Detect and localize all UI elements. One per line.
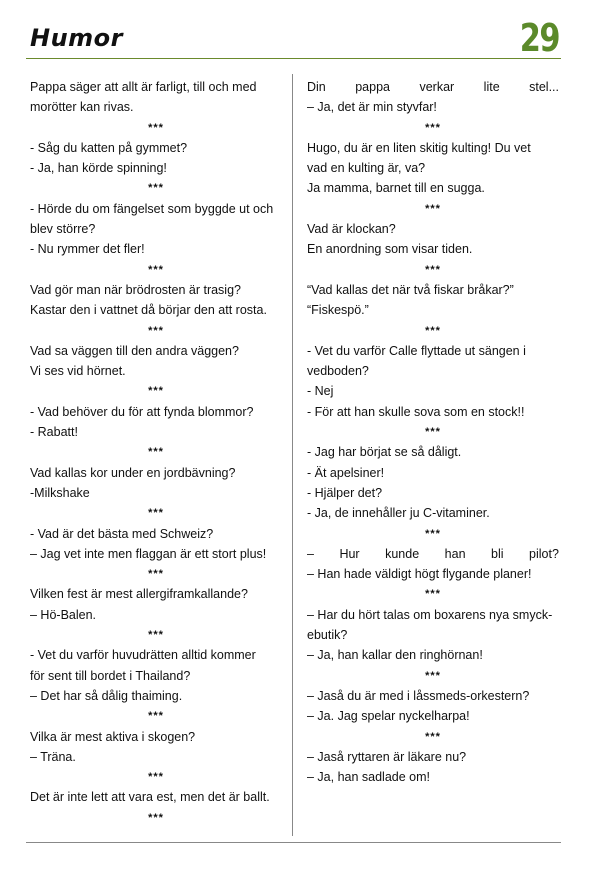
joke-line: Vilka är mest aktiva i skogen? — [30, 729, 196, 744]
joke-line: “Vad kallas det när två fiskar bråkar?” — [307, 282, 514, 297]
joke-line: Kastar den i vattnet då börjar den att rosta. — [30, 303, 267, 318]
joke-line: Pappa säger att allt är farligt, till och med — [30, 80, 257, 94]
joke-line: ebutik? — [307, 628, 348, 643]
joke-line: – Jaså du är med i låssmeds-orkestern? — [307, 688, 530, 703]
joke — [30, 584, 282, 625]
joke-line: - Ja, han körde spinning! — [30, 161, 167, 176]
separator: *** — [148, 324, 164, 337]
joke-line: – Ja. Jag spelar nyckelharpa! — [307, 709, 470, 724]
joke-line: - För att han skulle sova som en stock!! — [307, 404, 525, 419]
joke-line: – Jaså ryttaren är läkare nu? — [307, 749, 467, 764]
joke-line: Ja mamma, barnet till en sugga. — [307, 181, 485, 196]
separator: *** — [148, 771, 164, 784]
joke-line: - Vad behöver du för att fynda blommor? — [30, 404, 254, 419]
joke — [307, 341, 559, 422]
joke — [30, 341, 282, 382]
joke — [30, 787, 282, 807]
separator: *** — [425, 263, 441, 276]
joke — [307, 280, 559, 321]
joke-line: blev större? — [30, 222, 96, 237]
joke-line: Vilken fest är mest allergiframkallande? — [30, 587, 248, 602]
joke — [30, 280, 282, 321]
joke — [30, 463, 282, 504]
separator: *** — [425, 121, 441, 134]
joke-line: - Såg du katten på gymmet? — [30, 140, 188, 155]
column-divider — [292, 74, 293, 836]
joke-line: - Ja, de innehåller ju C-vitaminer. — [307, 506, 490, 521]
right-column — [307, 77, 559, 787]
joke-line: morötter kan rivas. — [30, 100, 134, 115]
separator: *** — [425, 202, 441, 215]
joke-line: Vad sa väggen till den andra väggen? — [30, 343, 239, 358]
joke-line: Vad kallas kor under en jordbävning? — [30, 465, 236, 480]
joke — [307, 747, 559, 788]
joke — [307, 77, 559, 118]
joke — [30, 77, 282, 118]
joke — [30, 524, 282, 565]
joke-line: – Han hade väldigt högt flygande planer! — [307, 567, 532, 582]
joke-line: – Hur kunde han bli pilot? — [307, 546, 559, 561]
separator: *** — [148, 446, 164, 459]
section-title: Humor — [30, 24, 124, 52]
joke-line: - Vet du varför huvudrätten alltid kommer — [30, 648, 256, 663]
joke-line: – Jag vet inte men flaggan är ett stort plus! — [30, 546, 267, 561]
joke-line: - Rabatt! — [30, 425, 78, 440]
separator: *** — [148, 710, 164, 723]
separator: *** — [425, 588, 441, 601]
separator: *** — [148, 507, 164, 520]
joke-line: En anordning som visar tiden. — [307, 242, 473, 257]
joke — [30, 138, 282, 179]
joke — [307, 544, 559, 585]
joke-line: - Hjälper det? — [307, 485, 383, 500]
joke — [307, 686, 559, 727]
separator: *** — [148, 263, 164, 276]
separator: *** — [425, 324, 441, 337]
footer-rule — [26, 842, 561, 843]
separator: *** — [148, 121, 164, 134]
joke-line: - Nej — [307, 384, 334, 399]
page-header — [26, 14, 561, 59]
joke-line: vad en kulting är, va? — [307, 161, 426, 176]
joke-line: - Vad är det bästa med Schweiz? — [30, 526, 214, 541]
joke-line: Din pappa verkar lite stel... — [307, 80, 559, 94]
separator: *** — [148, 568, 164, 581]
joke-line: Vi ses vid hörnet. — [30, 364, 126, 379]
joke — [307, 219, 559, 260]
separator: *** — [425, 730, 441, 743]
separator: *** — [148, 811, 164, 824]
joke-line: – Har du hört talas om boxarens nya smyck- — [307, 607, 553, 622]
page-number: 29 — [519, 16, 559, 60]
left-column — [30, 77, 282, 828]
joke-line: – Ja, han sadlade om! — [307, 770, 430, 785]
separator: *** — [425, 669, 441, 682]
joke-line: Hugo, du är en liten skitig kulting! Du vet — [307, 140, 531, 155]
joke — [307, 605, 559, 666]
joke — [30, 645, 282, 706]
joke — [307, 138, 559, 199]
separator: *** — [425, 527, 441, 540]
joke-line: - Jag har börjat se så dåligt. — [307, 445, 462, 460]
separator: *** — [148, 385, 164, 398]
joke-line: - Vet du varför Calle flyttade ut sängen i — [307, 343, 526, 358]
joke-line: Vad gör man när brödrosten är trasig? — [30, 282, 241, 297]
joke-line: för sent till bordet i Thailand? — [30, 668, 191, 683]
joke-line: – Ja, det är min styvfar! — [307, 100, 437, 115]
joke-line: – Hö-Balen. — [30, 607, 97, 622]
joke — [30, 727, 282, 768]
joke-line: Vad är klockan? — [307, 222, 396, 237]
joke-line: “Fiskespö.” — [307, 303, 369, 318]
joke-line: - Nu rymmer det fler! — [30, 242, 145, 257]
joke-line: – Träna. — [30, 749, 76, 764]
joke — [30, 199, 282, 260]
separator: *** — [148, 182, 164, 195]
joke-line: vedboden? — [307, 364, 369, 379]
separator: *** — [425, 426, 441, 439]
joke-line: Det är inte lett att vara est, men det är ballt. — [30, 790, 270, 805]
joke-line: - Hörde du om fängelset som byggde ut och — [30, 201, 274, 216]
joke — [307, 442, 559, 523]
joke-line: -Milkshake — [30, 485, 90, 500]
separator: *** — [148, 629, 164, 642]
joke-line: – Det har så dålig thaiming. — [30, 688, 183, 703]
joke-line: – Ja, han kallar den ringhörnan! — [307, 648, 483, 663]
joke — [30, 402, 282, 443]
joke-line: - Ät apelsiner! — [307, 465, 385, 480]
